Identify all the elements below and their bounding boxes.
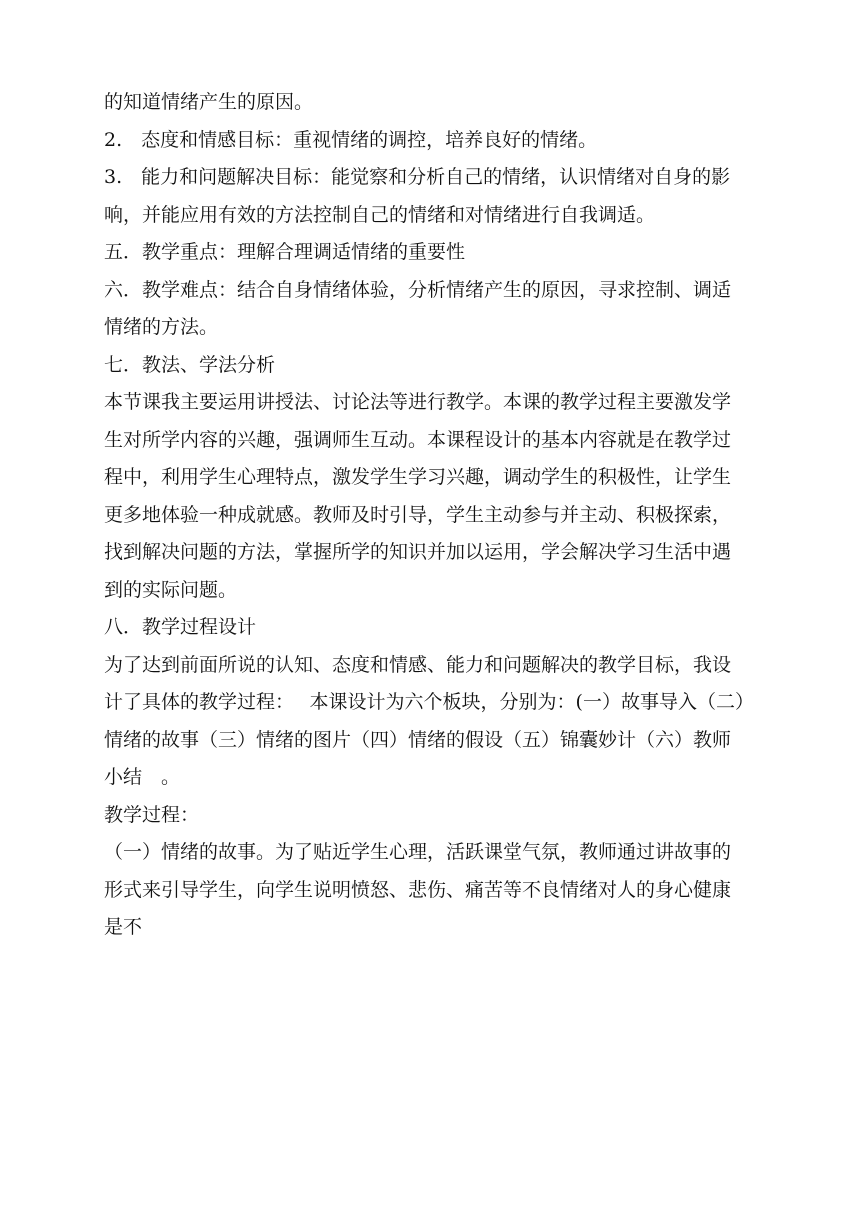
section-heading: 八．教学过程设计 [104,616,257,638]
text-line: 情绪的故事（三）情绪的图片（四）情绪的假设（五）锦囊妙计（六）教师 [104,728,732,751]
text-line: 计了具体的教学过程： 本课设计为六个板块，分别为：(一）故事导入（二） [104,691,754,713]
text-line: 的知道情绪产生的原因。 [104,91,314,113]
text-line: 情绪的方法。 [104,316,219,338]
text-line: 到的实际问题。 [104,578,238,601]
text-line: 教学过程： [104,803,200,826]
text-line: 响，并能应用有效的方法控制自己的情绪和对情绪进行自我调适。 [104,203,656,226]
text-line: 更多地体验一种成就感。教师及时引导，学生主动参与并主动、积极探索， [104,503,732,526]
text-line: 形式来引导学生，向学生说明愤怒、悲伤、痛苦等不良情绪对人的身心健康 [104,878,732,901]
text-line: 为了达到前面所说的认知、态度和情感、能力和问题解决的教学目标，我设 [104,653,732,676]
text-line: 程中，利用学生心理特点，激发学生学习兴趣，调动学生的积极性，让学生 [104,466,732,488]
text-line: 小结 。 [104,766,181,788]
text-line: 2. 态度和情感目标：重视情绪的调控，培养良好的情绪。 [104,128,598,151]
text-line: 生对所学内容的兴趣，强调师生互动。本课程设计的基本内容就是在教学过 [104,428,732,451]
document-body [104,84,784,947]
text-line: 本节课我主要运用讲授法、讨论法等进行教学。本课的教学过程主要激发学 [104,391,732,413]
section-heading: 五．教学重点：理解合理调适情绪的重要性 [104,241,466,263]
section-heading: 七．教法、学法分析 [104,353,276,376]
text-line: （一）情绪的故事。为了贴近学生心理，活跃课堂气氛，教师通过讲故事的 [104,841,732,863]
text-line: 找到解决问题的方法，掌握所学的知识并加以运用，学会解决学习生活中遇 [104,541,732,563]
section-heading: 六．教学难点：结合自身情绪体验，分析情绪产生的原因，寻求控制、调适 [104,278,732,301]
text-line: 是不 [104,916,143,938]
text-line: 3. 能力和问题解决目标：能觉察和分析自己的情绪，认识情绪对自身的影 [104,166,731,188]
